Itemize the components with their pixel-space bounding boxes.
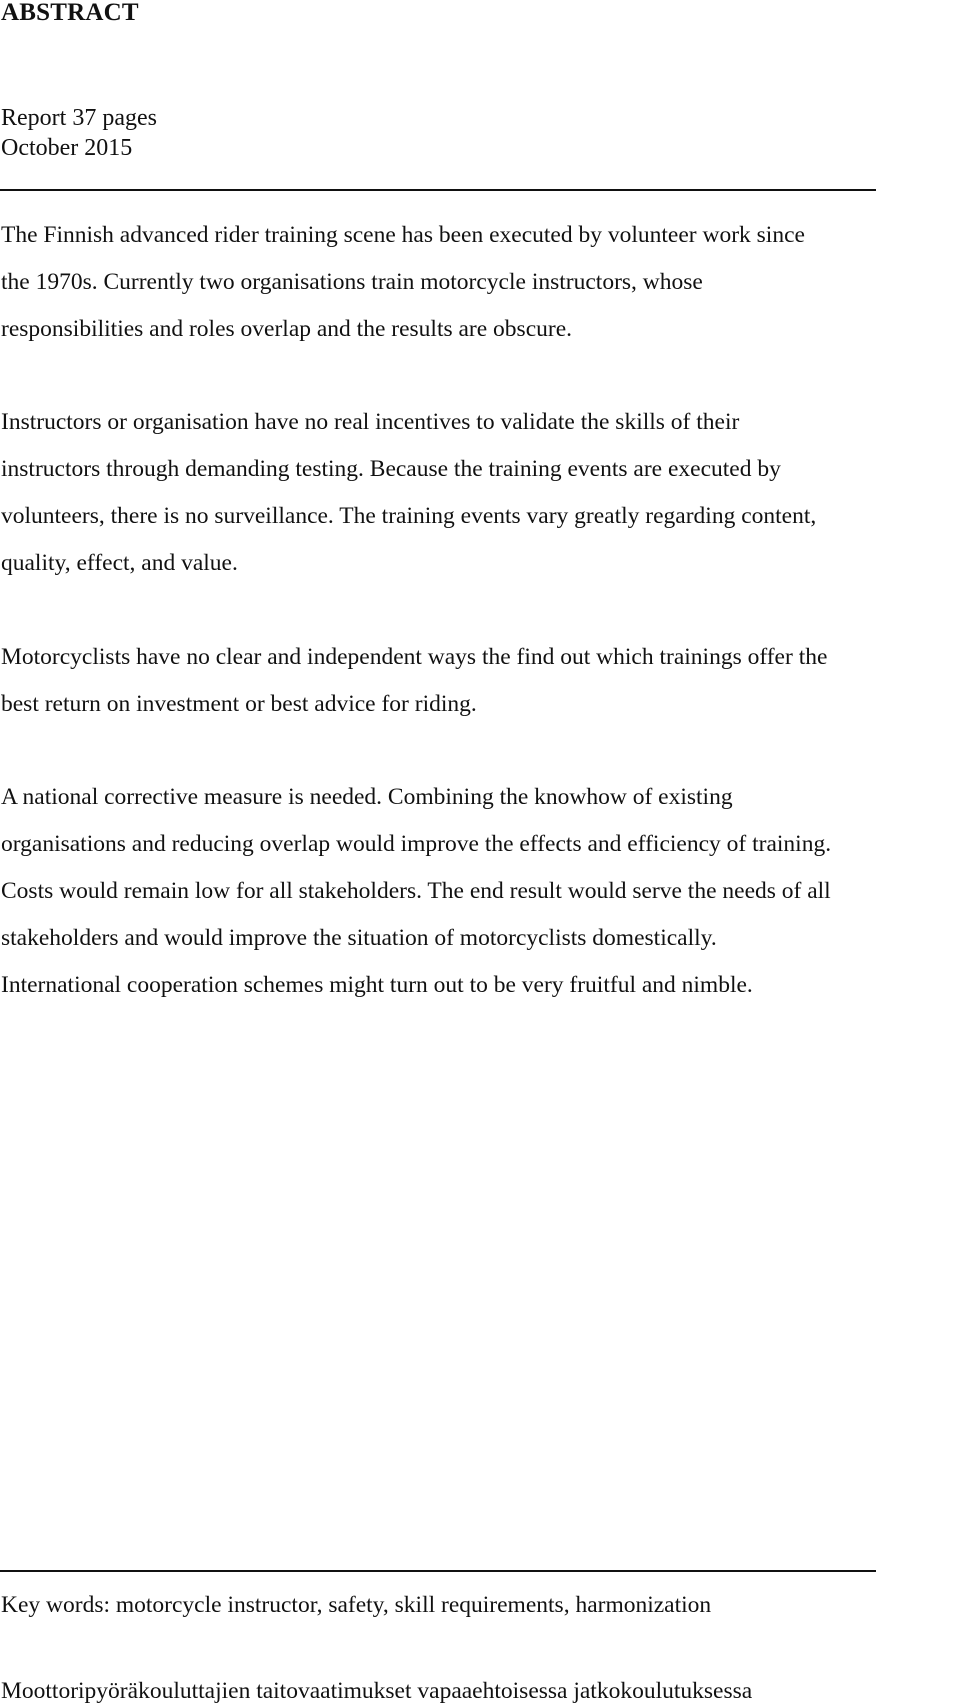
- abstract-paragraph-4: [1, 774, 960, 1009]
- paragraph-line: best return on investment or best advice for riding.: [1, 691, 477, 717]
- paragraph-line: instructors through demanding testing. Because the training events are executed by: [1, 456, 781, 482]
- paragraph-line: the 1970s. Currently two organisations train motorcycle instructors, whose: [1, 269, 703, 295]
- paragraph-line: responsibilities and roles overlap and the results are obscure.: [1, 316, 573, 342]
- finnish-title: Moottoripyöräkouluttajien taitovaatimukset vapaaehtoisessa jatkokoulutuksessa: [1, 1678, 753, 1704]
- report-date: October 2015: [1, 135, 133, 161]
- paragraph-line: The Finnish advanced rider training scene has been executed by volunteer work since: [1, 222, 805, 248]
- paragraph-line: Costs would remain low for all stakeholders. The end result would serve the needs of all: [1, 878, 831, 904]
- paragraph-line: A national corrective measure is needed. Combining the knowhow of existing: [1, 784, 733, 810]
- abstract-paragraph-3: [1, 634, 960, 728]
- paragraph-line: Instructors or organisation have no real incentives to validate the skills of their: [1, 409, 740, 435]
- bottom-divider: [0, 1570, 876, 1572]
- top-divider: [0, 189, 876, 191]
- paragraph-line: quality, effect, and value.: [1, 550, 238, 576]
- paragraph-line: organisations and reducing overlap would improve the effects and efficiency of training.: [1, 831, 832, 857]
- keywords: Key words: motorcycle instructor, safety, skill requirements, harmonization: [1, 1592, 712, 1618]
- abstract-heading: ABSTRACT: [1, 0, 139, 26]
- paragraph-line: Motorcyclists have no clear and independent ways the find out which trainings offer the: [1, 644, 828, 670]
- paragraph-line: volunteers, there is no surveillance. The training events vary greatly regarding content,: [1, 503, 817, 529]
- paragraph-line: stakeholders and would improve the situation of motorcyclists domestically.: [1, 925, 717, 951]
- paragraph-line: International cooperation schemes might turn out to be very fruitful and nimble.: [1, 972, 753, 998]
- report-pages: Report 37 pages: [1, 105, 157, 131]
- abstract-paragraph-1: [1, 212, 960, 353]
- abstract-paragraph-2: [1, 399, 960, 587]
